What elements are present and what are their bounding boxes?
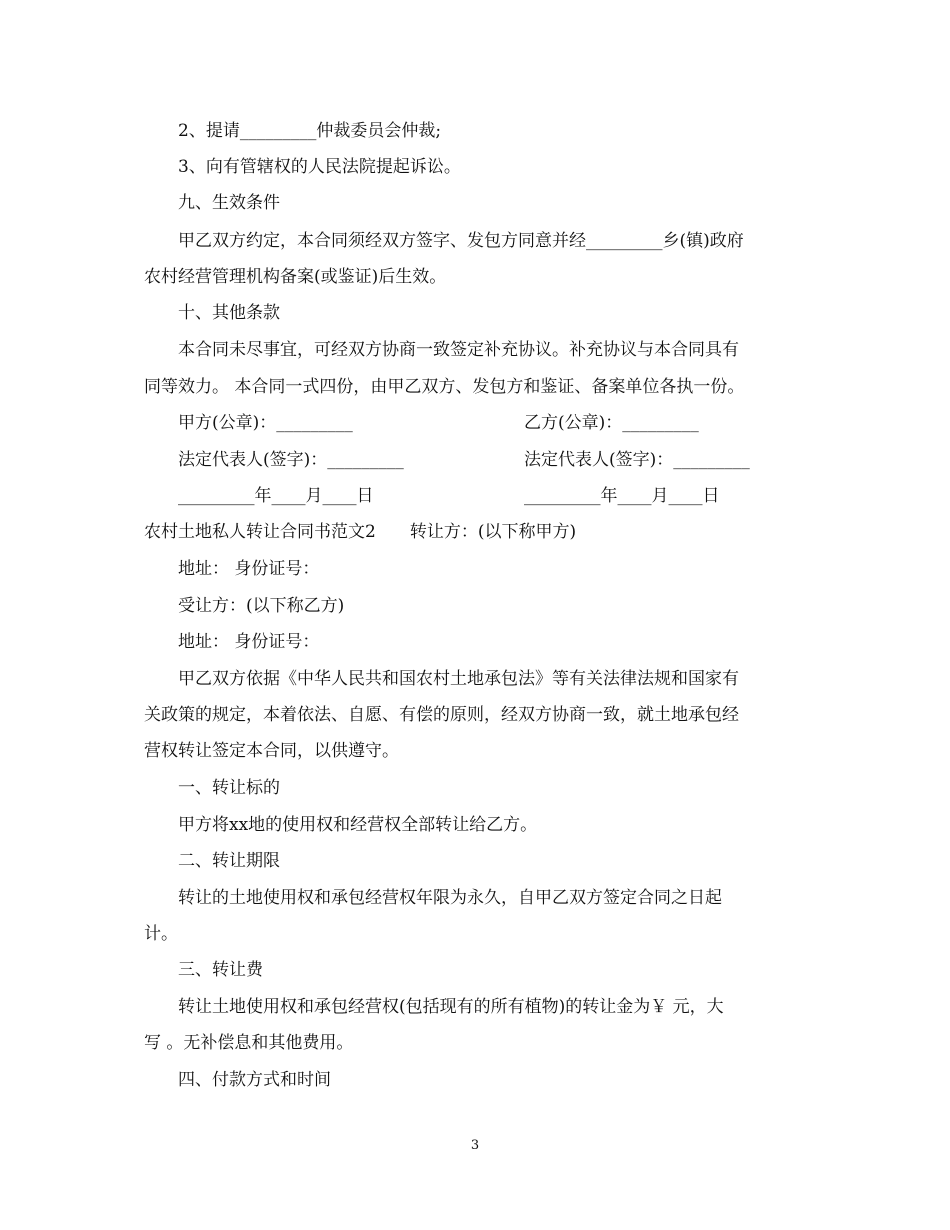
paragraph-line: 计。 [144, 924, 178, 944]
paragraph-line: 同等效力。 本合同一式四份，由甲乙双方、发包方和鉴证、备案单位各执一份。 [144, 377, 745, 397]
paragraph-line: 甲乙双方依据《中华人民共和国农村土地承包法》等有关法律法规和国家有 [178, 669, 739, 689]
paragraph-line: 写 。无补偿息和其他费用。 [144, 1033, 354, 1053]
party-a-representative-line: 法定代表人(签字)：_________ [178, 450, 404, 470]
transferee-address-line: 地址： 身份证号： [178, 632, 320, 652]
party-b-representative-line: 法定代表人(签字)：_________ [524, 450, 750, 470]
section-heading-other-terms: 十、其他条款 [178, 303, 280, 323]
paragraph-line: 营权转让签定本合同，以供遵守。 [144, 741, 399, 761]
party-b-seal-line: 乙方(公章)：_________ [524, 413, 699, 433]
page-number: 3 [470, 1138, 480, 1153]
section-heading-effective-conditions: 九、生效条件 [178, 193, 280, 213]
paragraph-line: 转让的土地使用权和承包经营权年限为永久，自甲乙双方签定合同之日起 [178, 888, 722, 908]
party-a-date-line: _________年____月____日 [178, 486, 374, 506]
paragraph-line: 甲方将xx地的使用权和经营权全部转让给乙方。 [178, 815, 538, 835]
party-a-seal-line: 甲方(公章)：_________ [178, 413, 353, 433]
paragraph-line: 甲乙双方约定，本合同须经双方签字、发包方同意并经_________乡(镇)政府 [178, 231, 744, 251]
litigation-clause-line: 3、向有管辖权的人民法院提起诉讼。 [178, 157, 461, 177]
paragraph-line: 本合同未尽事宜，可经双方协商一致签定补充协议。补充协议与本合同具有 [178, 340, 739, 360]
arbitration-clause-line: 2、提请_________仲裁委员会仲裁; [178, 121, 442, 141]
section-heading-payment: 四、付款方式和时间 [178, 1070, 331, 1090]
paragraph-line: 关政策的规定，本着依法、自愿、有偿的原则，经双方协商一致，就土地承包经 [144, 705, 739, 725]
transferor-address-line: 地址： 身份证号： [178, 559, 320, 579]
paragraph-line: 转让土地使用权和承包经营权(包括现有的所有植物)的转让金为￥ 元，大 [178, 997, 724, 1017]
party-b-date-line: _________年____月____日 [524, 486, 720, 506]
section-heading-transfer-object: 一、转让标的 [178, 778, 280, 798]
paragraph-line: 农村经营管理机构备案(或鉴证)后生效。 [144, 267, 447, 287]
section-heading-transfer-term: 二、转让期限 [178, 851, 280, 871]
section-heading-transfer-fee: 三、转让费 [178, 960, 263, 980]
contract-title-line: 农村土地私人转让合同书范文2 转让方：(以下称甲方) [144, 522, 577, 542]
transferee-line: 受让方：(以下称乙方) [178, 596, 345, 616]
